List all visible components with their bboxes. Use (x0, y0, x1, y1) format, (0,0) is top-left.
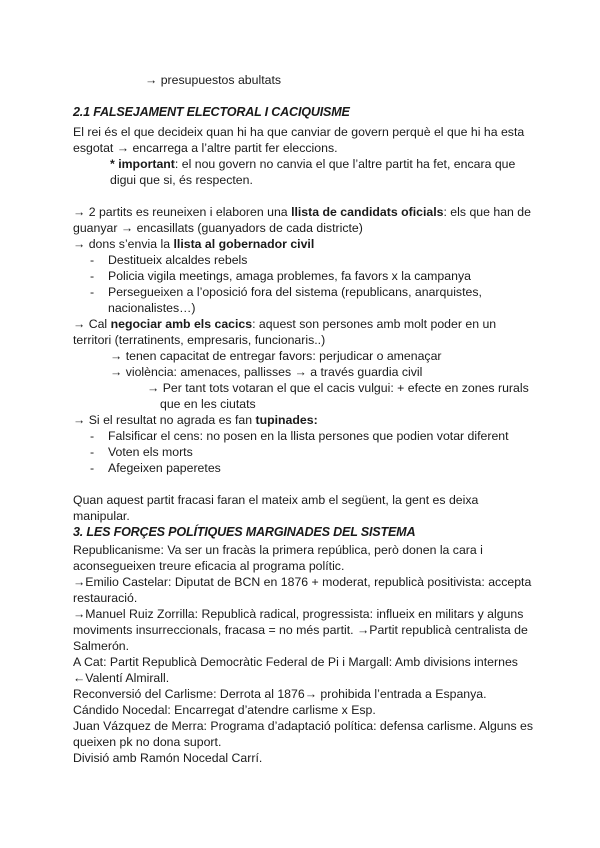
para-3-text-a: → Cal (73, 317, 111, 331)
section-heading-3: 3. LES FORÇES POLÍTIQUES MARGINADES DEL SISTEMA (73, 525, 416, 539)
para-1-text-b: : els que han de (443, 205, 531, 219)
closing-line-1: Quan aquest partit fracasi faran el mateix amb el següent, la gent es deixa (73, 493, 479, 507)
closing-line-2: manipular. (73, 509, 130, 523)
text-line: →Manuel Ruiz Zorrilla: Republicà radical, progressista: influeix en militars y alguns (73, 607, 524, 621)
para-1-bold: llista de candidats oficials (291, 205, 444, 219)
text-line: Salmerón. (73, 639, 130, 653)
list-item: Persegueixen a l’oposició fora del sistema (republicans, anarquistes, (108, 285, 482, 299)
para-3-text-b: : aquest son persones amb molt poder en un (252, 317, 497, 331)
text-line: queixen pk no dona suport. (73, 735, 222, 749)
text-line: Reconversió del Carlisme: Derrota al 1876→ prohibida l’entrada a Espanya. (73, 687, 487, 701)
important-text: : el nou govern no canvia el que l’altre partit ha fet, encara que (174, 157, 516, 171)
important-line-2: digui que si, és respecten. (110, 173, 253, 187)
text-line: Cándido Nocedal: Encarregat d’atendre carlisme x Esp. (73, 703, 376, 717)
para-1-line-1 (73, 204, 531, 220)
text-line: restauració. (73, 591, 138, 605)
text-line: aconsegueixen treure eficacia al programa polític. (73, 559, 345, 573)
para-3-line-1 (73, 316, 496, 332)
para-2-text: → dons s’envia la (73, 237, 174, 251)
list-item: Destitueix alcaldes rebels (108, 253, 248, 267)
para-2-line (73, 236, 314, 252)
intro-line-1: El rei és el que decideix quan hi ha que canviar de govern perquè el que hi ha esta (73, 125, 525, 139)
para-1-line-2: guanyar → encasillats (guanyadors de cada districte) (73, 221, 363, 235)
para-3-line-2: territori (terratinents, empresaris, funcionaris..) (73, 333, 326, 347)
text-line: moviments insurreccionals, fracasa = no més partit. →Partit republicà centralista de (73, 623, 528, 637)
bullet-dash: - (90, 269, 95, 283)
bullet-dash: - (90, 429, 95, 443)
sub-point-3-line-2: que en les ciutats (160, 397, 256, 411)
top-line: → presupuestos abultats (145, 73, 282, 87)
sub-point-1: → tenen capacitat de entregar favors: perjudicar o amenaçar (110, 349, 442, 363)
bullet-dash: - (90, 285, 95, 299)
intro-line-2: esgotat → encarrega a l’altre partit fer eleccions. (73, 141, 338, 155)
para-4-bold: tupinades: (255, 413, 318, 427)
text-line: A Cat: Partit Republicà Democràtic Federal de Pi i Margall: Amb divisions internes (73, 655, 518, 669)
text-line: Divisió amb Ramón Nocedal Carrí. (73, 751, 263, 765)
bullet-dash: - (90, 461, 95, 475)
para-4-text: → Si el resultat no agrada es fan (73, 413, 256, 427)
list-item: Afegeixen paperetes (108, 461, 221, 475)
list-item-continuation: nacionalistes…) (108, 301, 196, 315)
sub-point-2: → violència: amenaces, pallisses → a través guardia civil (110, 365, 423, 379)
important-line-1 (110, 156, 515, 172)
para-3-bold: negociar amb els cacics (110, 317, 253, 331)
list-item: Falsificar el cens: no posen en la llista persones que podien votar diferent (108, 429, 509, 443)
sub-point-3-line-1: → Per tant tots votaran el que el cacis vulgui: + efecte en zones rurals (147, 381, 529, 395)
text-line: →Emilio Castelar: Diputat de BCN en 1876 + moderat, republicà positivista: accepta (73, 575, 532, 589)
bullet-dash: - (90, 445, 95, 459)
text-line: Juan Vázquez de Merra: Programa d’adaptació política: defensa carlisme. Alguns es (73, 719, 534, 733)
text-line: Republicanisme: Va ser un fracàs la primera república, però donen la cara i (73, 543, 483, 557)
section-heading-2-1: 2.1 FALSEJAMENT ELECTORAL I CACIQUISME (73, 105, 350, 119)
para-4-line (73, 412, 318, 428)
important-label: * important (110, 157, 175, 171)
list-item: Voten els morts (108, 445, 193, 459)
text-line: ←Valentí Almirall. (73, 671, 170, 685)
para-2-bold: llista al gobernador civil (173, 237, 315, 251)
para-1-text-a: → 2 partits es reuneixen i elaboren una (73, 205, 292, 219)
list-item: Policia vigila meetings, amaga problemes, fa favors x la campanya (108, 269, 471, 283)
bullet-dash: - (90, 253, 95, 267)
